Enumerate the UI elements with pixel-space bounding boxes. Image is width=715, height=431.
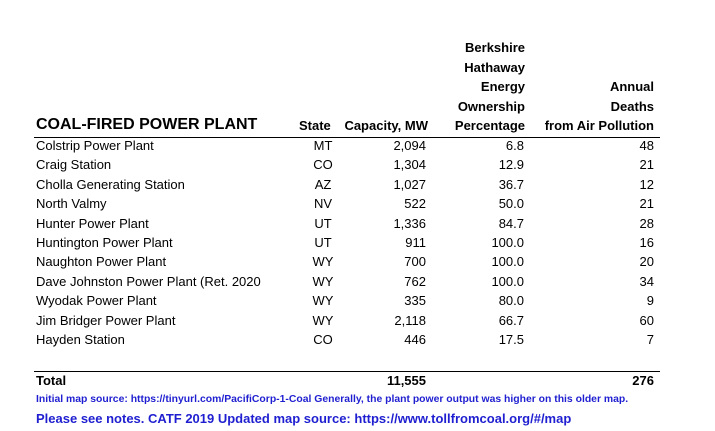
ownership-cell: 100.0 [491,254,524,270]
total-label: Total [36,373,67,388]
deaths-cell: 16 [639,235,654,250]
state-cell: WY [312,312,334,328]
ownership-header-line: Ownership [457,98,525,114]
capacity-cell: 1,027 [393,176,426,192]
plant-name-cell: Craig Station [36,157,112,173]
total-divider [34,371,660,372]
state-cell: CO [313,332,333,347]
capacity-cell: 2,094 [393,138,426,153]
ownership-cell: 66.7 [498,312,524,328]
capacity-cell: 2,118 [394,312,426,328]
state-cell: AZ [314,176,332,192]
plant-name-cell: Hayden Station [36,332,125,347]
deaths-cell: 21 [639,157,654,173]
state-cell: WY [312,293,334,309]
deaths-header-line: Annual [609,79,654,94]
ownership-header-line: Hathaway [464,59,525,75]
capacity-cell: 522 [404,196,426,212]
capacity-cell: 1,336 [393,215,426,231]
total-deaths: 276 [632,373,654,388]
deaths-cell: 7 [646,332,654,347]
plant-name-cell: Cholla Generating Station [36,176,185,192]
deaths-header-line: Deaths [610,98,654,114]
capacity-cell: 335 [404,293,426,309]
deaths-cell: 28 [639,215,654,231]
capacity-cell: 762 [404,273,426,289]
plant-name-cell: Naughton Power Plant [36,254,167,270]
total-capacity: 11,555 [386,373,426,388]
ownership-cell: 36.7 [498,176,524,192]
state-cell: CO [313,157,333,173]
state-cell: UT [314,215,332,231]
plant-name-cell: Huntington Power Plant [36,235,173,250]
state-cell: WY [312,273,334,289]
ownership-cell: 100.0 [491,273,524,289]
plant-name-cell: Dave Johnston Power Plant (Ret. 2020 [36,273,261,289]
capacity-cell: 700 [404,254,426,270]
deaths-cell: 21 [639,196,654,212]
ownership-header-line: Energy [480,79,525,94]
plant-name-cell: Wyodak Power Plant [36,293,157,309]
capacity-cell: 1,304 [393,157,426,173]
plant-name-cell: Jim Bridger Power Plant [36,312,176,328]
state-cell: UT [314,235,332,250]
ownership-header-line: Berkshire [465,40,525,55]
state-header: State [299,118,331,133]
deaths-cell: 34 [639,273,654,289]
ownership-percentage-header [455,38,525,136]
plant-name-cell: Colstrip Power Plant [36,138,154,153]
deaths-cell: 9 [646,293,654,309]
ownership-cell: 50.0 [498,196,524,212]
capacity-cell: 446 [404,332,426,347]
table-title: COAL-FIRED POWER PLANT [36,116,258,133]
capacity-cell: 911 [405,235,426,250]
deaths-cell: 48 [639,138,654,153]
ownership-cell: 12.9 [498,157,524,173]
annual-deaths-header [545,77,654,136]
updated-map-source-note: Please see notes. CATF 2019 Updated map source: https://www.tollfromcoal.org/#/map [36,411,572,426]
capacity-header: Capacity, MW [344,118,428,133]
deaths-cell: 20 [639,254,654,270]
deaths-cell: 60 [639,312,654,328]
plant-name-cell: North Valmy [36,196,107,212]
ownership-cell: 80.0 [498,293,524,309]
state-cell: MT [313,138,333,153]
state-cell: NV [313,196,333,212]
ownership-cell: 17.5 [498,332,524,347]
ownership-header-line: Percentage [454,118,525,133]
plant-name-cell: Hunter Power Plant [36,215,149,231]
deaths-header-line: from Air Pollution [544,118,654,133]
ownership-cell: 84.7 [498,215,524,231]
deaths-cell: 12 [639,176,654,192]
ownership-cell: 100.0 [491,235,524,250]
ownership-cell: 6.8 [505,138,524,153]
state-cell: WY [312,254,334,270]
map-source-note: Initial map source: https://tinyurl.com/PacifiCorp-1-Coal Generally, the plant power output was higher on this older map. [36,394,629,405]
